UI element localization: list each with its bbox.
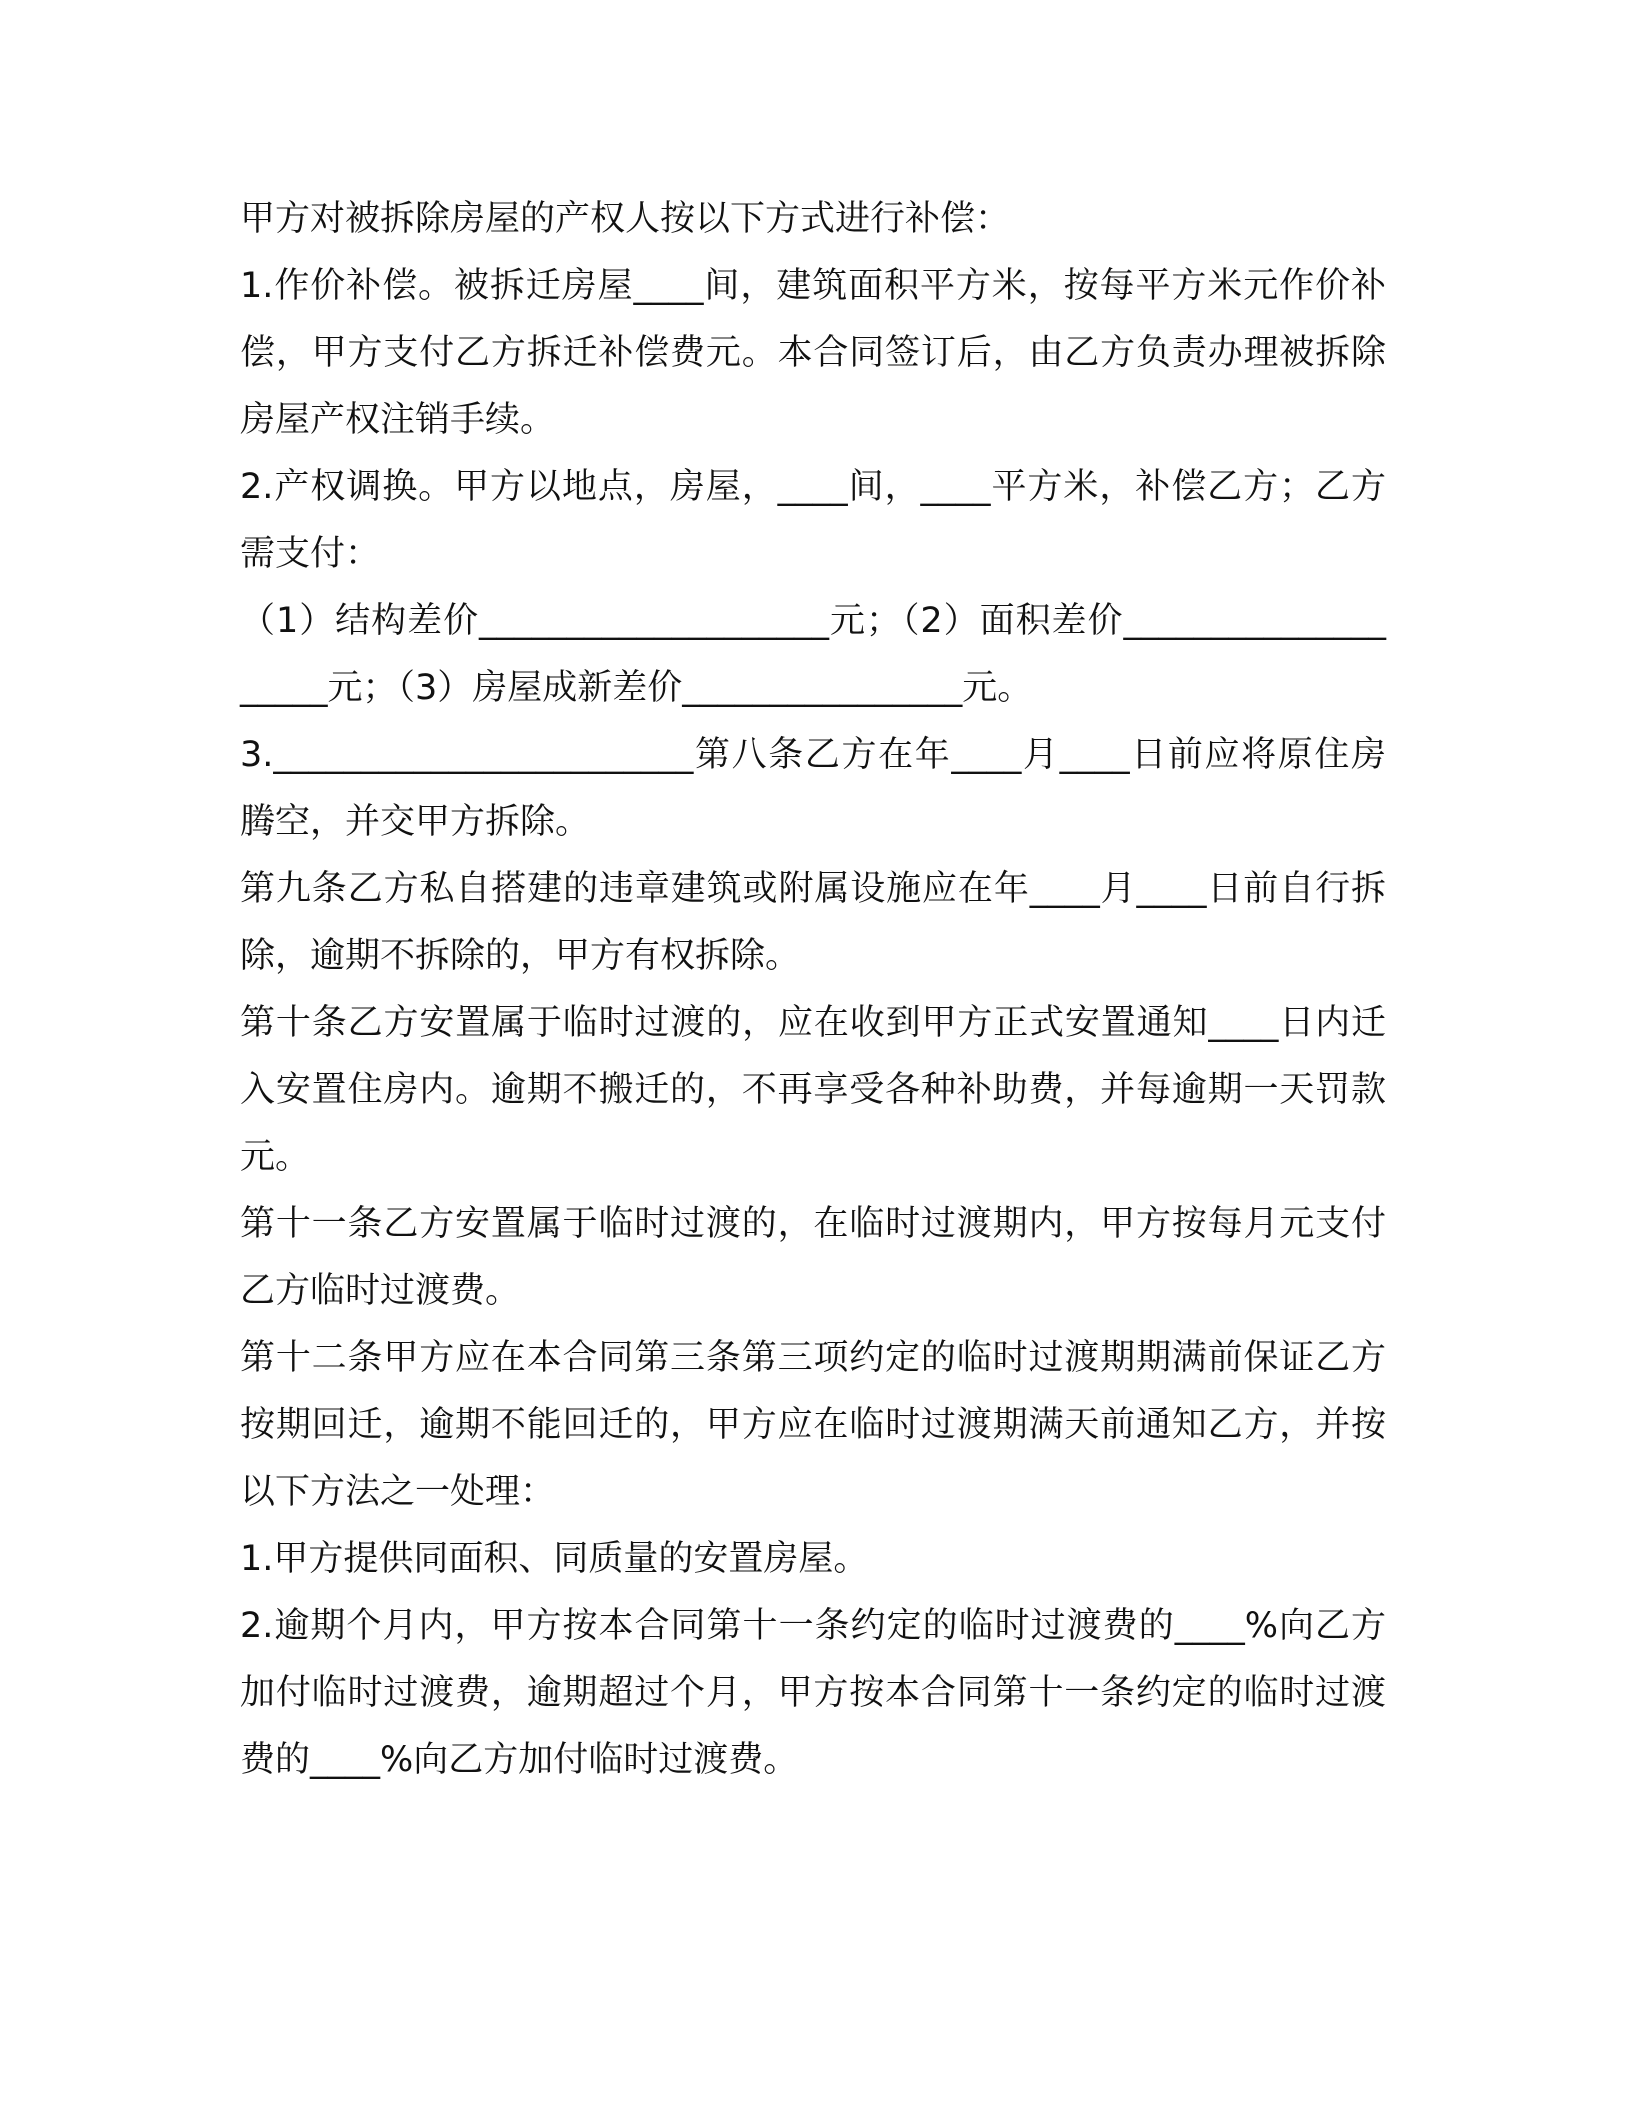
paragraph-article-9: 第九条乙方私自搭建的违章建筑或附属设施应在年____月____日前自行拆除，逾期不拆除的，甲方有权拆除。 [240, 869, 1386, 976]
paragraph-article-11: 第十一条乙方安置属于临时过渡的，在临时过渡期内，甲方按每月元支付乙方临时过渡费。 [240, 1204, 1386, 1311]
document-page [240, 186, 1386, 1794]
paragraph-option-1: 1.甲方提供同面积、同质量的安置房屋。 [240, 1539, 869, 1579]
paragraph-article-8: 3.________________________第八条乙方在年____月____日前应将原住房腾空，并交甲方拆除。 [240, 735, 1386, 842]
paragraph-property-exchange: 2.产权调换。甲方以地点，房屋，____间，____平方米，补偿乙方；乙方需支付： [240, 467, 1386, 574]
paragraph-compensation-intro: 甲方对被拆除房屋的产权人按以下方式进行补偿： [240, 199, 1011, 239]
paragraph-article-12: 第十二条甲方应在本合同第三条第三项约定的临时过渡期期满前保证乙方按期回迁，逾期不能回迁的，甲方应在临时过渡期满天前通知乙方，并按以下方法之一处理： [240, 1338, 1386, 1512]
paragraph-option-2: 2.逾期个月内，甲方按本合同第十一条约定的临时过渡费的____%向乙方加付临时过渡费，逾期超过个月，甲方按本合同第十一条约定的临时过渡费的____%向乙方加付临时过渡费。 [240, 1606, 1386, 1780]
paragraph-article-10: 第十条乙方安置属于临时过渡的，应在收到甲方正式安置通知____日内迁入安置住房内。逾期不搬迁的，不再享受各种补助费，并每逾期一天罚款元。 [240, 1003, 1386, 1177]
paragraph-valuation-compensation: 1.作价补偿。被拆迁房屋____间，建筑面积平方米，按每平方米元作价补偿，甲方支付乙方拆迁补偿费元。本合同签订后，由乙方负责办理被拆除房屋产权注销手续。 [240, 266, 1386, 440]
paragraph-price-differences: （1）结构差价____________________元；（2）面积差价____________________元；（3）房屋成新差价________________元。 [240, 601, 1386, 708]
